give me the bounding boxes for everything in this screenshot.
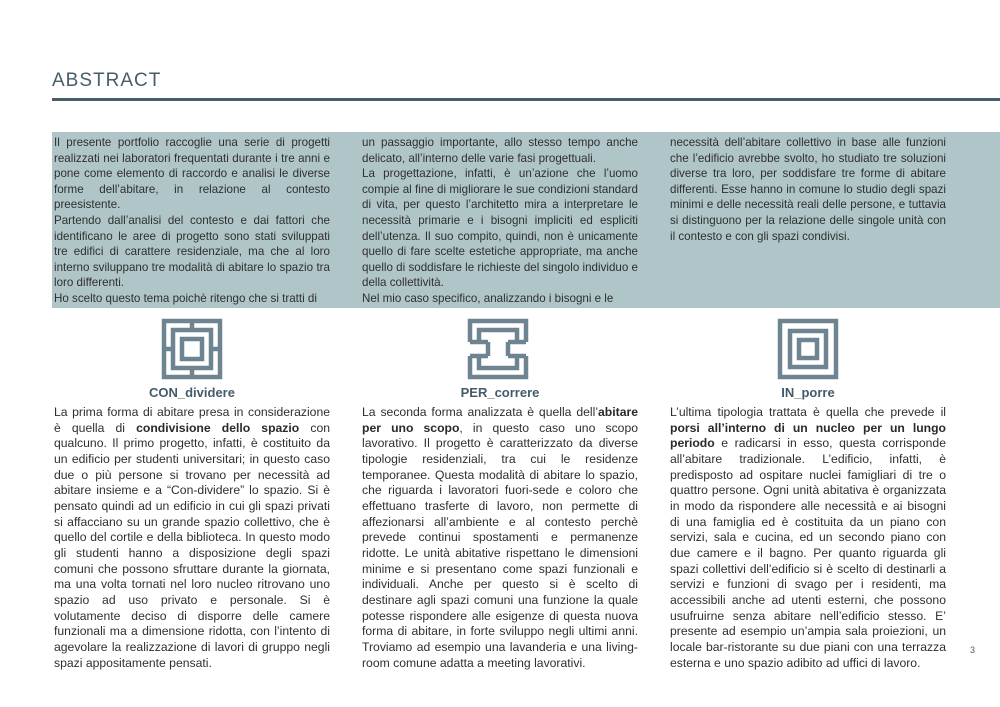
in-porre-icon xyxy=(777,318,839,380)
section-paragraph: L’ultima tipologia trattata è quella che prevede il porsi all’interno di un nucleo per un lungo periodo e radicarsi in esso, questa corrisponde all’abitare tradizionale. L’edificio, infatti, è predisposto ad ospitare nuclei famigliari di tre o quattro persone. Ogni unità abitativa è organizzata in modo da rispondere alle necessità e ai bisogni di una famiglia ed è costituita da un piano con servizi, sala e cucina, ed un secondo piano con due camere e il bagno. Per quanto riguarda gli spazi collettivi dell’edificio si è scelto di destinarli a servizi e funzioni di svago per i residenti, ma accessibili anche ad utenti esterni, che possono usufruirne senza abitare nell’edificio stesso. E’ presente ad esempio un’ampia sala proiezioni, un locale bar-ristorante su due piani con una terrazza esterna e uno spazio adibito ad uffici di lavoro. xyxy=(670,405,946,670)
highlight-text: abitare per uno scopo xyxy=(362,405,638,435)
con-dividere-icon xyxy=(161,318,223,380)
intro-paragraph: Partendo dall’analisi del contesto e dai fattori che identificano le aree di progetto sono stati sviluppati tre edifici di carattere residenziale, ma che al loro interno sviluppano tre modalità di abitare lo spazio tra loro differenti. xyxy=(54,213,330,290)
intro-column-1 xyxy=(54,135,330,307)
section-body-per-correre xyxy=(362,405,638,671)
intro-paragraph: Ho scelto questo tema poichè ritengo che si tratti di xyxy=(54,291,317,305)
section-body-con-dividere xyxy=(54,405,330,671)
intro-paragraph: necessità dell’abitare collettivo in base alle funzioni che l’edificio avrebbe svolto, ho studiato tre soluzioni diverse tra loro, per soddisfare tre forme di abitare differenti. Esse hanno in comune lo studio degli spazi minimi e delle necessità reali delle persone, e tuttavia si distinguono per la relazione delle singole unità con il contesto e con gli spazi condivisi. xyxy=(670,136,946,243)
section-body-in-porre xyxy=(670,405,946,671)
intro-column-3 xyxy=(670,135,946,244)
section-title-per-correre: PER_correre xyxy=(460,385,540,400)
section-paragraph: La seconda forma analizzata è quella dell’abitare per uno scopo, in questo caso uno scopo lavorativo. Il progetto è caratterizzato da diverse tipologie residenziali, tra cui le residenze temporanee. Questa modalità di abitare lo spazio, che riguarda i lavoratori fuori-sede e coloro che effettuano trasferte di lavoro, non permette di affezionarsi all’ambiente e al contesto perchè prevede continui spostamenti e permanenze ridotte. Le unità abitative rispettano le dimensioni minime e si presentano come spazi funzionali e individuali. Anche per questo si è scelto di destinare agli spazi comuni una funzione la quale potesse rispondere alle esigenze di questa nuova forma di abitare, in forte sviluppo negli ultimi anni. Troviamo ad esempio una lavanderia e una living-room comune adatta a meeting lavorativi. xyxy=(362,405,638,670)
intro-paragraph: un passaggio importante, allo stesso tempo anche delicato, all’interno delle varie fasi progettuali. xyxy=(362,136,638,165)
page-number: 3 xyxy=(970,645,976,655)
title-divider xyxy=(52,98,1000,101)
highlight-text: porsi all’interno di un nucleo per un lungo periodo xyxy=(670,420,946,451)
highlight-text: condivisione dello spazio xyxy=(136,420,300,435)
section-title-in-porre: IN_porre xyxy=(781,385,835,400)
intro-paragraph: Il presente portfolio raccoglie una serie di progetti realizzati nei laboratori frequentati durante i tre anni e pone come elemento di raccordo e analisi le diverse forme dell’abitare, in relazione al contesto preesistente. xyxy=(54,136,330,212)
intro-column-2 xyxy=(362,135,638,307)
per-correre-icon xyxy=(467,318,529,380)
section-paragraph: La prima forma di abitare presa in considerazione è quella di condivisione dello spazio con qualcuno. Il primo progetto, infatti, è costituito da un edificio per studenti universitari; in questo caso due o più persone si trovano per necessità ad abitare insieme e a “Con-dividere” lo spazio. Si è pensato quindi ad un edificio in cui gli spazi privati si affacciano su un grande spazio collettivo, che è quello del cortile e della biblioteca. In questo modo gli studenti hanno a disposizione degli spazi comuni che possono sfruttare durante la giornata, ma una volta tornati nel loro nucleo ritrovano uno spazio ad uso privato e personale. Si è volutamente deciso di disporre delle camere funzionali ma a dimensione ridotta, con l’intento di agevolare la realizzazione di lavori di gruppo negli spazi appositamente pensati. xyxy=(54,405,330,670)
section-title-con-dividere: CON_dividere xyxy=(149,385,235,400)
page-title: ABSTRACT xyxy=(52,70,162,91)
intro-paragraph: La progettazione, infatti, è un’azione che l’uomo compie al fine di migliorare le sue condizioni standard di vita, per questo l’architetto mira a interpretare le necessità primarie e i bisogni impliciti ed espliciti dell’utenza. Il suo compito, quindi, non è unicamente quello di fare scelte estetiche appropriate, ma anche quello di soddisfare le richieste del singolo individuo e della collettività. xyxy=(362,167,638,290)
intro-paragraph: Nel mio caso specifico, analizzando i bisogni e le xyxy=(362,291,614,305)
